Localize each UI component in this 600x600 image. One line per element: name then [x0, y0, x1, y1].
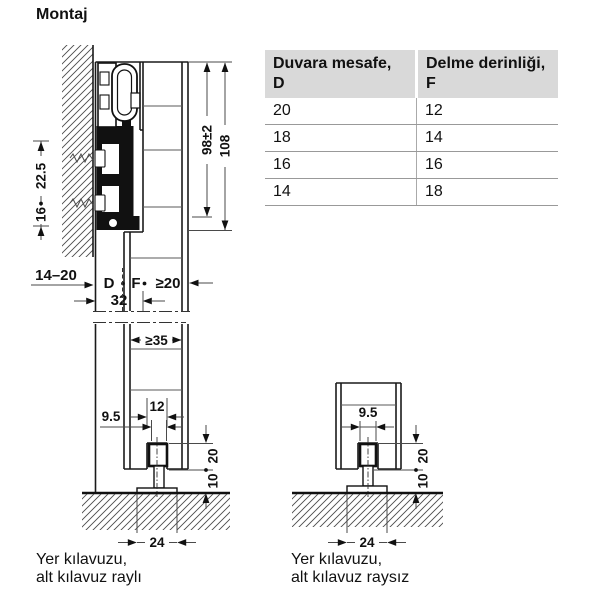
dim-24-right: 24 [359, 535, 375, 550]
dim-9-5-right: 9.5 [358, 405, 378, 420]
caption-line: alt kılavuz raylı [36, 569, 142, 586]
dim-98: 98±2 [199, 125, 215, 155]
dim-22-5: 22.5 [33, 162, 49, 190]
right-section-drawing [292, 383, 443, 550]
floor-guide-rail [137, 437, 177, 497]
roller-carriage [98, 62, 143, 130]
table-row [265, 98, 558, 125]
cell-d: 18 [265, 125, 417, 152]
table-row [265, 179, 558, 206]
left-section-drawing [31, 45, 233, 550]
dim-32: 32 [110, 292, 128, 309]
floor-hatch-right [292, 493, 443, 527]
dim-108: 108 [217, 134, 233, 158]
dim-12: 12 [149, 399, 165, 414]
header-f-line1: Delme derinliği, [426, 55, 546, 72]
cell-f: 18 [417, 179, 559, 206]
dim-min35: ≥35 [145, 333, 168, 348]
dim-10: 10 [205, 473, 221, 489]
header-d-line1: Duvara mesafe, [273, 55, 392, 72]
dim-9-5: 9.5 [101, 409, 121, 424]
distance-depth-table [265, 50, 558, 206]
dim-14-20: 14–20 [35, 267, 77, 284]
cell-d: 14 [265, 179, 417, 206]
dim-24: 24 [149, 535, 165, 550]
dim-10-right: 10 [415, 473, 431, 489]
dim-f-label: F [131, 275, 141, 292]
caption-without-rail [291, 551, 409, 587]
caption-with-rail [36, 551, 142, 587]
dim-d-label: D [103, 275, 115, 292]
table-row [265, 125, 558, 152]
dim-16: 16 [33, 206, 49, 223]
cell-f: 12 [417, 98, 559, 125]
caption-line: alt kılavuz raysız [291, 569, 410, 586]
table-header-f [417, 50, 559, 98]
table-row [265, 152, 558, 179]
dim-min20: ≥20 [155, 275, 181, 292]
dim-20-right: 20 [415, 448, 431, 464]
header-f-line2: F [426, 74, 436, 92]
page-title: Montaj [36, 6, 88, 23]
table-header-d [265, 50, 417, 98]
cell-d: 16 [265, 152, 417, 179]
header-d-line2: D [273, 74, 285, 92]
cell-d: 20 [265, 98, 417, 125]
cell-f: 16 [417, 152, 559, 179]
cell-f: 14 [417, 125, 559, 152]
caption-line: Yer kılavuzu, [291, 551, 383, 568]
dimensions-right [328, 405, 431, 550]
dim-20: 20 [205, 448, 221, 464]
floor-guide-pin [347, 437, 387, 497]
caption-line: Yer kılavuzu, [36, 551, 128, 568]
